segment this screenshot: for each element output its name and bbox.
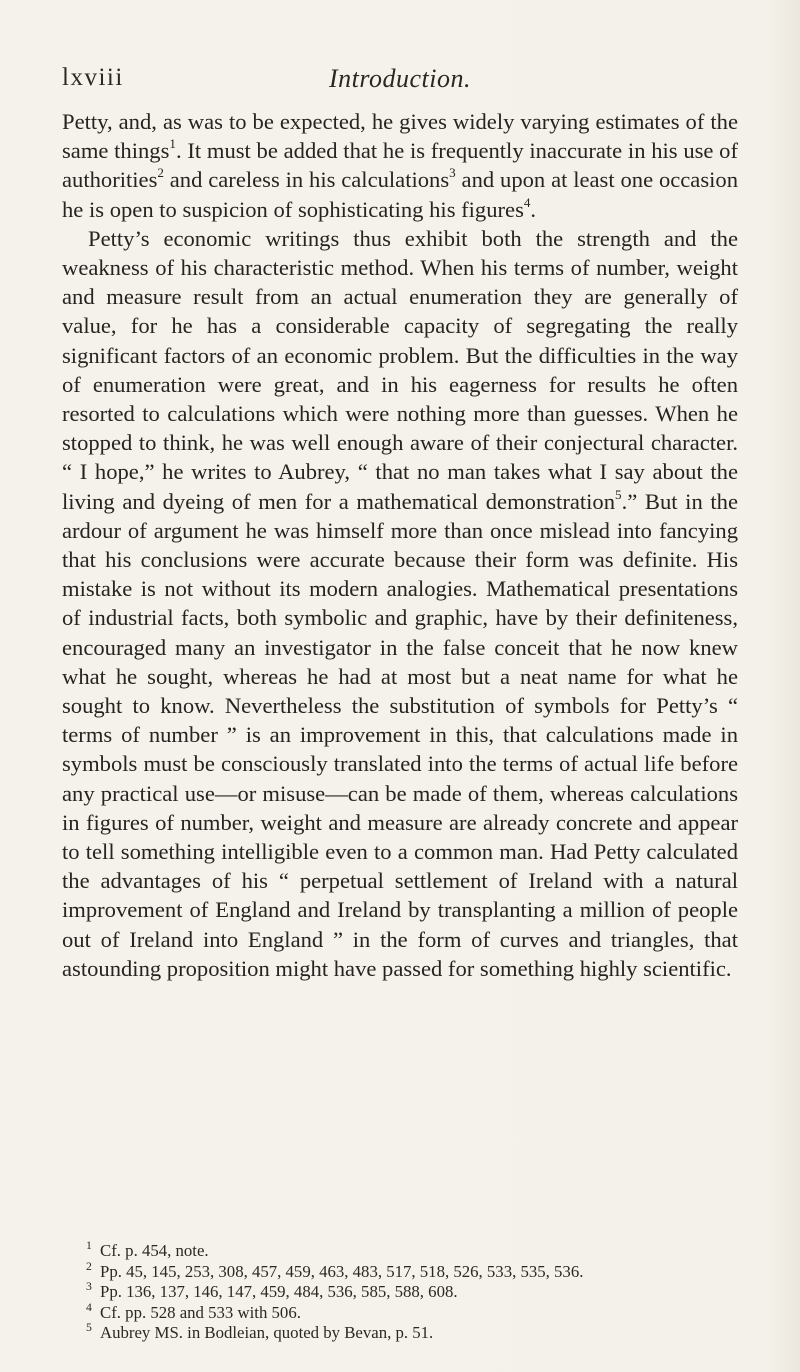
footnotes xyxy=(86,1238,738,1344)
footnote-ref-4: 4 xyxy=(523,194,531,210)
paragraph-1-part-4: and upon at least one occasion he is open to suspicion of sophisticating his figures xyxy=(62,167,738,222)
page-header xyxy=(62,64,738,100)
paragraph-1-part-1: Petty, and, as was to be expected, he gives widely varying estimates of the same things xyxy=(62,109,738,164)
body-text xyxy=(62,107,738,983)
paragraph-1-part-3: and careless in his calculations xyxy=(163,167,450,193)
footnote-text: Pp. 136, 137, 146, 147, 459, 484, 536, 585, 588, 608. xyxy=(100,1282,458,1302)
paragraph-1-part-5: . xyxy=(530,196,537,222)
footnote-5: $^5$ Aubrey MS. in Bodleian, quoted by Bevan, p. 51. xyxy=(86,1321,434,1343)
paragraph-2-part-1: Petty’s economic writings thus exhibit both the strength and the weakness of his characteristic method. When his terms of number, weight and measure result from an actual enumeration they are generally of value, for he has a considerable capacity of segregating the really significant factors of an economic problem. But the difficulties in the way of enumeration were great, and in his eagerness for results he often resorted to calculations which were nothing more than guesses. When he stopped to think, he was well enough aware of their conjectural character. “ I hope,” he writes to Aubrey, “ that no man takes what I say about the living and dyeing of men for a mathematical demonstration xyxy=(62,225,738,514)
footnote-ref-2: 2 xyxy=(157,165,164,181)
footnote-4: $^4$ Cf. pp. 528 and 533 with 506. xyxy=(86,1300,301,1322)
page-number: lxviii xyxy=(62,64,124,91)
footnote-ref-3: 3 xyxy=(449,165,456,181)
footnote-ref-5: 5 xyxy=(615,486,622,502)
paragraph-1-part-2: . It must be added that he is frequently inaccurate in his use of authorities xyxy=(62,138,739,193)
footnote-2: $^2$ Pp. 45, 145, 253, 308, 457, 459, 463, 483, 517, 518, 526, 533, 535, 536. xyxy=(86,1259,584,1281)
footnote-text: Aubrey MS. in Bodleian, quoted by Bevan, p. 51. xyxy=(100,1323,434,1343)
footnote-ref-1: 1 xyxy=(169,136,176,152)
footnote-text: Cf. p. 454, note. xyxy=(100,1241,209,1260)
paragraph-2 xyxy=(62,224,738,983)
footnote-1: $^1$ Cf. p. 454, note. xyxy=(86,1238,209,1260)
footnote-text: Cf. pp. 528 and 533 with 506. xyxy=(100,1302,301,1322)
footnote-3: $^3$ Pp. 136, 137, 146, 147, 459, 484, 536, 585, 588, 608. xyxy=(86,1280,458,1302)
footnote-text: Pp. 45, 145, 253, 308, 457, 459, 463, 483, 517, 518, 526, 533, 535, 536. xyxy=(100,1261,584,1281)
paragraph-2-part-2: .” But in the ardour of argument he was himself more than once mislead into fancying that his conclusions were accurate because their form was definite. His mistake is not without its modern analogies. Mathematical presentations of industrial facts, both symbolic and graphic, have by their definiteness, encouraged many an investigator in the false conceit that he now knew what he sought, whereas he had at most but a neat name for what he sought to know. Nevertheless the substitution of symbols for Petty’s “ terms of number ” is an improvement in this, that calculations made in symbols must be consciously translated into the terms of actual life before any practical use—or misuse—can be made of them, whereas calculations in figures of number, weight and measure are already concrete and appear to tell something intelligible even to a common man. Had Petty calculated the advantages of his “ perpetual settlement of Ireland with a natural improvement of England and Ireland by transplanting a million of people out of Ireland into England ” in the form of curves and triangles, that astounding proposition might have passed for something highly scientific. xyxy=(62,488,738,981)
running-title: Introduction. xyxy=(328,64,472,93)
paragraph-1 xyxy=(62,107,738,224)
